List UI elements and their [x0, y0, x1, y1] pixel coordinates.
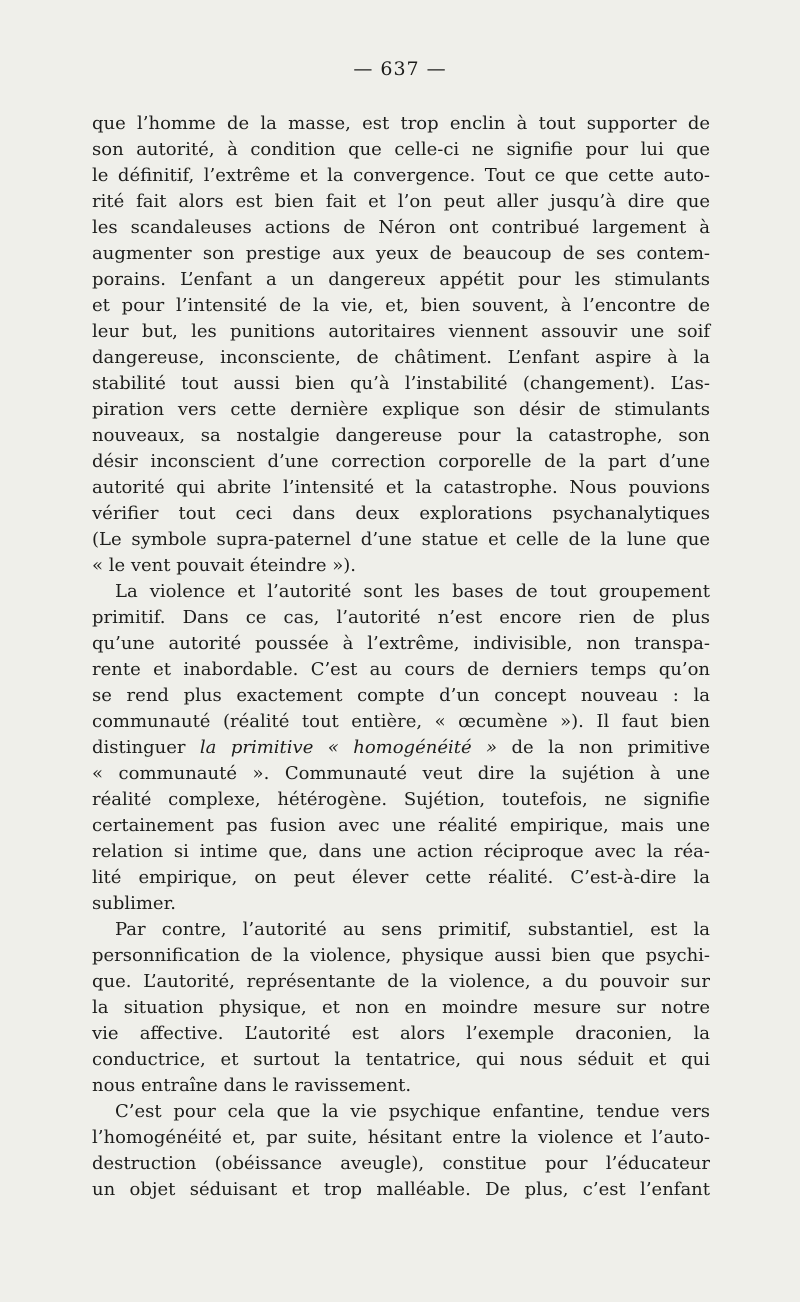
text-line-segment: désir inconscient d’une correction corporelle de la part d’une [92, 451, 710, 472]
text-line-segment: piration vers cette dernière explique son désir de stimulants [92, 399, 710, 420]
text-line-segment: que. L’autorité, représentante de la violence, a du pouvoir sur [92, 971, 710, 992]
text-line-segment: vérifier tout ceci dans deux explorations psychanalytiques [92, 503, 710, 524]
text-line-segment: dangereuse, inconsciente, de châtiment. L’enfant aspire à la [92, 347, 710, 368]
text-line-segment: la situation physique, et non en moindre mesure sur notre [92, 997, 710, 1018]
text-line-segment: (Le symbole supra-paternel d’une statue et celle de la lune que [92, 529, 710, 550]
text-line-segment: se rend plus exactement compte d’un concept nouveau : la [92, 685, 710, 706]
text-line [92, 917, 710, 943]
text-line [92, 215, 710, 241]
text-line [92, 1125, 710, 1151]
text-line-segment: stabilité tout aussi bien qu’à l’instabilité (changement). L’as- [92, 373, 710, 394]
text-line-segment: sublimer. [92, 893, 176, 914]
text-line [92, 449, 710, 475]
text-line-segment: les scandaleuses actions de Néron ont contribué largement à [92, 217, 710, 238]
text-line-segment: rente et inabordable. C’est au cours de derniers temps qu’on [92, 659, 710, 680]
text-line [92, 163, 710, 189]
text-line [92, 137, 710, 163]
text-line [92, 605, 710, 631]
text-line [92, 579, 710, 605]
text-line-segment: augmenter son prestige aux yeux de beaucoup de ses contem- [92, 243, 710, 264]
text-line [92, 1073, 710, 1099]
text-line [92, 1099, 710, 1125]
text-line-segment: réalité complexe, hétérogène. Sujétion, toutefois, ne signifie [92, 789, 710, 810]
text-line [92, 111, 710, 137]
text-line-segment: qu’une autorité poussée à l’extrême, indivisible, non transpa- [92, 633, 710, 654]
text-line [92, 293, 710, 319]
text-line [92, 943, 710, 969]
text-line [92, 709, 710, 735]
text-line-segment: nous entraîne dans le ravissement. [92, 1075, 412, 1096]
text-line [92, 345, 710, 371]
text-line-segment: un objet séduisant et trop malléable. De plus, c’est l’enfant [92, 1179, 710, 1200]
text-line-segment: lité empirique, on peut élever cette réalité. C’est-à-dire la [92, 867, 710, 888]
text-line-segment: primitif. Dans ce cas, l’autorité n’est encore rien de plus [92, 607, 710, 628]
text-line-segment: relation si intime que, dans une action réciproque avec la réa- [92, 841, 710, 862]
text-line [92, 631, 710, 657]
text-line-segment: « communauté ». Communauté veut dire la sujétion à une [92, 763, 710, 784]
text-line [92, 995, 710, 1021]
text-line [92, 891, 710, 917]
text-line [92, 241, 710, 267]
text-line [92, 319, 710, 345]
text-line [92, 787, 710, 813]
text-line-segment: le définitif, l’extrême et la convergence. Tout ce que cette auto- [92, 165, 710, 186]
text-line [92, 501, 710, 527]
text-line-segment: porains. L’enfant a un dangereux appétit pour les stimulants [92, 269, 710, 290]
text-line-segment: Par contre, l’autorité au sens primitif, substantiel, est la [115, 919, 710, 940]
page-number: — 637 — [353, 58, 447, 80]
text-line [92, 189, 710, 215]
text-line [92, 1021, 710, 1047]
text-line [92, 969, 710, 995]
text-line-segment: rité fait alors est bien fait et l’on peut aller jusqu’à dire que [92, 191, 710, 212]
text-line [92, 423, 710, 449]
text-line-segment: l’homogénéité et, par suite, hésitant entre la violence et l’auto- [92, 1127, 710, 1148]
text-line-segment: nouveaux, sa nostalgie dangereuse pour la catastrophe, son [92, 425, 710, 446]
body-text [92, 111, 710, 1203]
text-line [92, 1047, 710, 1073]
text-line-segment: La violence et l’autorité sont les bases de tout groupement [115, 581, 710, 602]
text-line [92, 761, 710, 787]
text-line [92, 657, 710, 683]
text-line-segment: et pour l’intensité de la vie, et, bien souvent, à l’encontre de [92, 295, 710, 316]
text-line-segment: leur but, les punitions autoritaires viennent assouvir une soif [92, 321, 710, 342]
text-line [92, 527, 710, 553]
text-line [92, 865, 710, 891]
text-line [92, 683, 710, 709]
text-line-segment: conductrice, et surtout la tentatrice, qui nous séduit et qui [92, 1049, 710, 1070]
text-line [92, 371, 710, 397]
text-line-segment: autorité qui abrite l’intensité et la catastrophe. Nous pouvions [92, 477, 710, 498]
text-line [92, 397, 710, 423]
text-line-segment: C’est pour cela que la vie psychique enfantine, tendue vers [115, 1101, 710, 1122]
text-line-segment: certainement pas fusion avec une réalité empirique, mais une [92, 815, 710, 836]
text-line [92, 813, 710, 839]
text-line [92, 553, 710, 579]
text-line [92, 735, 710, 761]
text-line-segment: son autorité, à condition que celle-ci ne signifie pour lui que [92, 139, 710, 160]
text-line-segment: vie affective. L’autorité est alors l’exemple draconien, la [92, 1023, 710, 1044]
text-line-segment: distinguer [92, 737, 186, 758]
text-line [92, 267, 710, 293]
text-line-segment: communauté (réalité tout entière, « œcumène »). Il faut bien [92, 711, 710, 732]
text-line [92, 1151, 710, 1177]
text-line-segment: « le vent pouvait éteindre »). [92, 555, 356, 576]
text-line [92, 839, 710, 865]
text-line [92, 475, 710, 501]
text-line-segment: que l’homme de la masse, est trop enclin à tout supporter de [92, 113, 710, 134]
text-line-segment: personnification de la violence, physique aussi bien que psychi- [92, 945, 710, 966]
text-line [92, 1177, 710, 1203]
text-line-segment: de la non primitive [511, 737, 710, 758]
italic-phrase: la primitive « homogénéité » [199, 737, 498, 758]
text-line-segment: destruction (obéissance aveugle), constitue pour l’éducateur [92, 1153, 710, 1174]
